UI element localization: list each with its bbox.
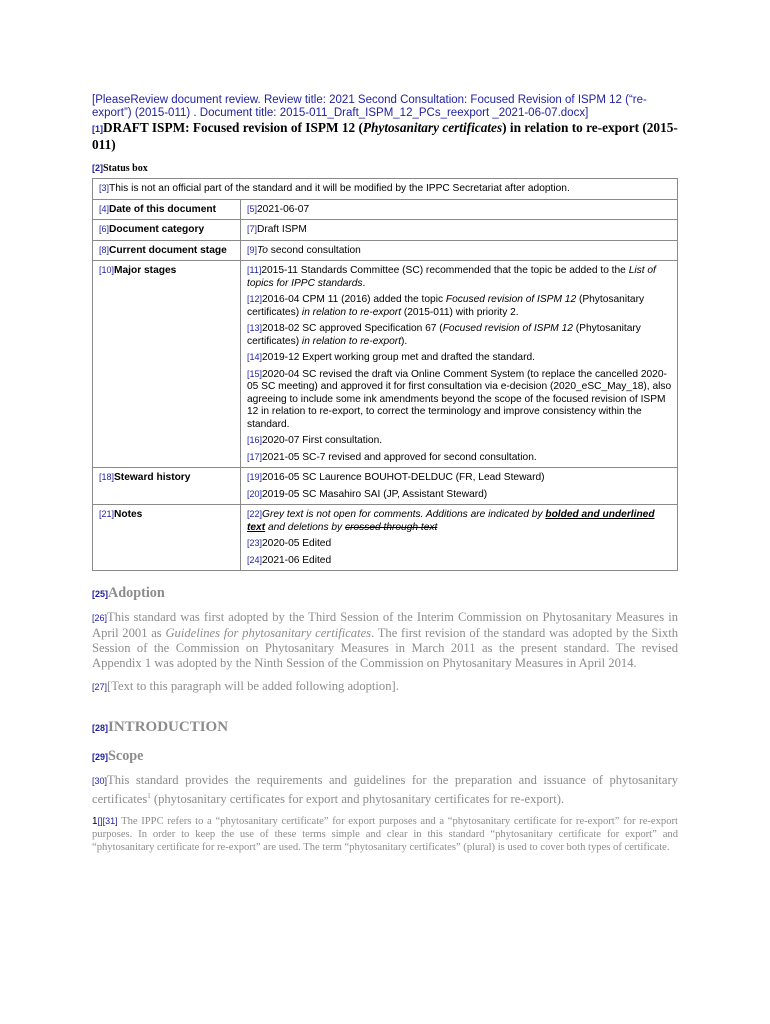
text-span: bolded and underlined text	[247, 509, 655, 533]
list-item	[247, 293, 673, 319]
text-span: Document category	[109, 224, 205, 235]
stage-label	[93, 240, 241, 261]
text-span: Scope	[108, 748, 144, 764]
paragraph-marker[interactable]: [2]	[92, 163, 103, 173]
adoption-heading	[92, 585, 678, 602]
paragraph-marker[interactable]: [16]	[247, 435, 263, 445]
paragraph-marker[interactable]: [13]	[247, 323, 263, 333]
list-item	[247, 554, 673, 568]
paragraph-marker[interactable]: [6]	[99, 224, 110, 234]
text-span: List of topics for IPPC standards	[247, 265, 656, 289]
text-span: 2021-06 Edited	[262, 554, 332, 566]
paragraph-marker[interactable]: [20]	[247, 488, 263, 499]
list-item	[247, 434, 673, 448]
text-span: This is not an official part of the standard and it will be modified by the IPPC Secretariat after adoption.	[109, 183, 570, 194]
scope-paragraph	[92, 773, 678, 807]
list-item	[247, 451, 673, 465]
text-span: in relation to re-export	[299, 306, 402, 318]
paragraph-marker[interactable]: [15]	[247, 368, 263, 379]
text-span: 2021-06-07	[257, 203, 310, 215]
text-span: Focused revision of ISPM 12	[442, 323, 573, 334]
text-span: Major stages	[114, 265, 177, 276]
paragraph-marker[interactable]: [18]	[99, 472, 115, 482]
paragraph-marker[interactable]: [27]	[92, 682, 108, 692]
footnote	[92, 815, 678, 854]
paragraph-marker[interactable]: [19]	[247, 472, 263, 482]
paragraph-marker[interactable]: [4]	[99, 203, 110, 214]
document-page	[92, 94, 678, 854]
date-value	[241, 199, 678, 220]
paragraph-marker[interactable]: [31]	[102, 816, 118, 827]
notes-value	[241, 505, 678, 571]
paragraph-marker[interactable]: [17]	[247, 451, 263, 462]
text-span: crossed through text	[344, 521, 438, 533]
table-row	[93, 468, 678, 505]
stage-value	[241, 240, 678, 261]
paragraph-marker[interactable]: [26]	[92, 613, 108, 623]
date-label	[93, 199, 241, 220]
paragraph-marker[interactable]: []	[97, 816, 103, 827]
text-span: 2016-04 CPM 11 (2016) added the topic	[262, 294, 446, 305]
paragraph-marker[interactable]: [22]	[247, 509, 263, 519]
paragraph-marker[interactable]: [24]	[247, 554, 263, 565]
paragraph-marker[interactable]: [5]	[247, 203, 258, 214]
paragraph-marker[interactable]: [9]	[247, 244, 258, 255]
paragraph-marker[interactable]: [23]	[247, 538, 263, 548]
list-item	[247, 488, 673, 502]
text-span: Date of this document	[109, 203, 216, 215]
text-span: . The first revision of the standard was adopted by the Sixth Session of the Commission on Phytosanitary Measures in March 2011 as the present standard. The revised Appendix 1 was adopted by the Ninth Session of the Commission on Phytosanitary Measures in April 2014.	[92, 626, 678, 670]
text-span: Notes	[114, 509, 143, 520]
list-item	[247, 471, 673, 485]
text-span: Draft ISPM	[257, 224, 307, 235]
text-span: ).	[401, 335, 408, 347]
introduction-heading	[92, 719, 678, 736]
paragraph-marker[interactable]: [8]	[99, 244, 110, 255]
text-span: Guidelines for phytosanitary certificates	[165, 626, 372, 640]
status-intro	[93, 179, 678, 200]
paragraph-marker[interactable]: [10]	[99, 265, 115, 275]
status-box-table	[92, 178, 678, 571]
major-stages-value	[241, 261, 678, 468]
text-span: (Phytosanitary certificates)	[247, 323, 641, 347]
text-span: DRAFT ISPM: Focused revision of ISPM 12 (	[103, 120, 363, 135]
text-span: second consultation	[267, 244, 361, 256]
text-span: 2019-12 Expert working group met and drafted the standard.	[262, 352, 535, 363]
text-span: in relation to re-export	[299, 335, 402, 347]
text-span: 2020-07 First consultation.	[262, 435, 383, 446]
paragraph-marker[interactable]: [14]	[247, 352, 263, 362]
paragraph-marker[interactable]: [7]	[247, 224, 258, 234]
list-item	[247, 322, 673, 348]
paragraph-marker[interactable]: [25]	[92, 589, 109, 599]
list-item	[247, 368, 673, 432]
text-span: (Phytosanitary certificates)	[247, 294, 645, 318]
text-span: Focused revision of ISPM 12	[445, 294, 577, 305]
text-span: Steward history	[114, 472, 191, 483]
major-stages-label	[93, 261, 241, 468]
text-span: Phytosanitary certificates	[362, 120, 503, 135]
table-row	[93, 179, 678, 200]
text-span: 2019-05 SC Masahiro SAI (JP, Assistant Steward)	[262, 488, 488, 500]
adoption-placeholder	[92, 679, 678, 695]
table-row	[93, 240, 678, 261]
list-item	[247, 537, 673, 551]
text-span: 2015-11 Standards Committee (SC) recommended that the topic be added to the	[261, 265, 629, 276]
paragraph-marker[interactable]: [11]	[247, 265, 262, 275]
text-span: Grey text is not open for comments. Additions are indicated by	[262, 509, 546, 520]
review-header: [PleaseReview document review. Review title: 2021 Second Consultation: Focused Revision of ISPM 12 (“re-export”) (2015-011) . Document title: 2015-011_Draft_ISPM_12_PCs_reexport _2021-06-07.docx]	[92, 94, 647, 119]
text-span: ) in relation to re-export (2015-011)	[92, 120, 678, 152]
text-span: 2018-02 SC approved Specification 67 (	[262, 323, 443, 334]
text-span: Status box	[103, 163, 148, 174]
text-span: This standard was first adopted by the Third Session of the Interim Commission on Phytosanitary Measures in April 2001 as	[92, 610, 678, 640]
adoption-paragraph	[92, 610, 678, 671]
paragraph-marker[interactable]: [21]	[99, 509, 115, 519]
text-span: The IPPC refers to a “phytosanitary certificate” for export purposes and a “phytosanitary certificate for re-export” for re-export purposes. In order to keep the use of these terms simple and clear in this standard “phytosanitary certificate for export” and “phytosanitary certificate for re-export” are used. The term “phytosanitary certificates” (plural) is used to cover both types of certificate.	[92, 816, 678, 854]
category-value	[241, 220, 678, 241]
text-span: (2015-011) with priority 2.	[401, 306, 519, 318]
table-row	[93, 505, 678, 571]
text-span: 2020-05 Edited	[262, 538, 332, 549]
text-span: .	[362, 277, 366, 289]
text-span: Current document stage	[109, 244, 227, 256]
document-title	[92, 120, 678, 153]
steward-history-value	[241, 468, 678, 505]
text-span: This standard provides the requirements and guidelines for the preparation and issuance of phytosanitary certificates	[92, 773, 678, 807]
paragraph-marker[interactable]: [3]	[99, 183, 110, 193]
table-row	[93, 220, 678, 241]
paragraph-marker[interactable]: [12]	[247, 294, 263, 304]
list-item	[247, 508, 673, 534]
text-span: (phytosanitary certificates for export and phytosanitary certificates for re-export).	[150, 792, 565, 807]
paragraph-marker[interactable]: [30]	[92, 776, 108, 786]
table-row	[93, 261, 678, 468]
table-row	[93, 199, 678, 220]
scope-heading	[92, 748, 678, 765]
text-span: To	[257, 244, 268, 256]
text-span: Adoption	[108, 585, 165, 601]
paragraph-marker[interactable]: [29]	[92, 752, 109, 762]
text-span: and deletions by	[265, 521, 345, 533]
notes-label	[93, 505, 241, 571]
paragraph-marker[interactable]: [1]	[92, 124, 103, 134]
list-item	[247, 264, 673, 290]
steward-history-label	[93, 468, 241, 505]
status-box-label	[92, 163, 678, 174]
text-span: 2021-05 SC-7 revised and approved for second consultation.	[262, 451, 537, 463]
paragraph-marker[interactable]: [28]	[92, 723, 109, 733]
text-span: 2020-04 SC revised the draft via Online Comment System (to replace the cancelled 2020-05 SC meeting) and approved it for first consultation via e-decision (2020_eSC_May_18), also agreeing to include some ink amendments beyond the scope of the focused revision of ISPM 12 in relation to re-export, to correct the terminology and improve consistency within the standard.	[247, 368, 672, 430]
text-span: [Text to this paragraph will be added following adoption].	[107, 679, 399, 693]
text-span: 1	[147, 792, 151, 800]
text-span: INTRODUCTION	[108, 719, 229, 735]
text-span: 1	[92, 816, 98, 828]
text-span: 2016-05 SC Laurence BOUHOT-DELDUC (FR, Lead Steward)	[262, 472, 545, 483]
category-label	[93, 220, 241, 241]
list-item	[247, 351, 673, 365]
